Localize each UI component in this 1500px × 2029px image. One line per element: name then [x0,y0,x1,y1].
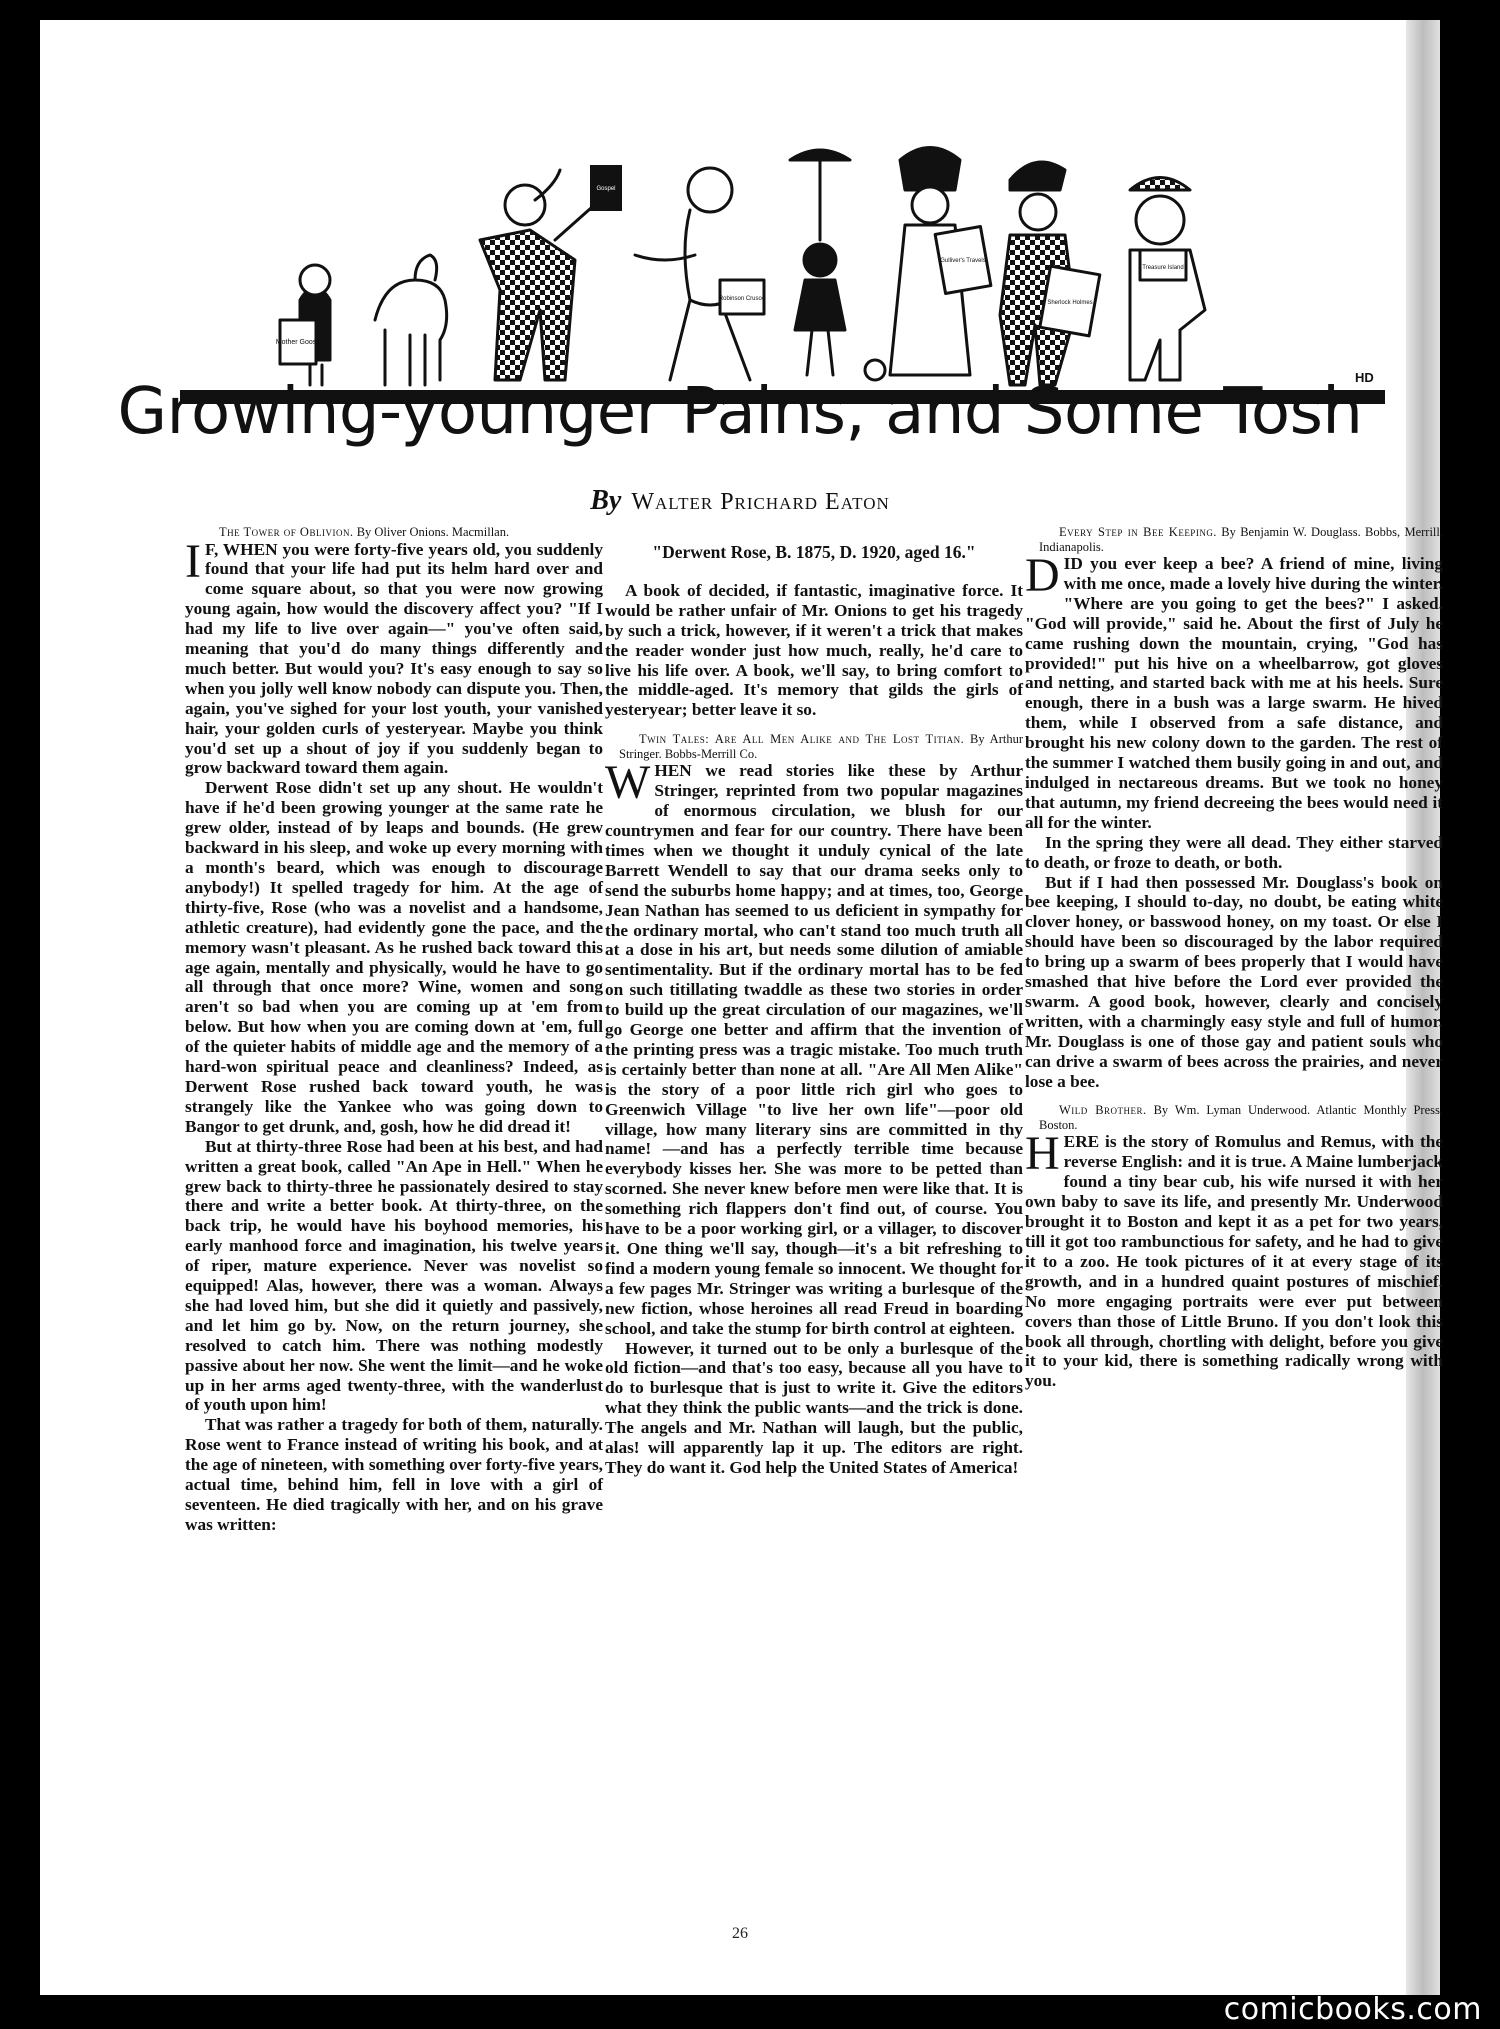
book-label-mother-goose: Mother Goose [275,339,321,346]
lead-words: ERE [1063,1132,1100,1152]
epitaph-quote: "Derwent Rose, B. 1875, D. 1920, aged 16." [652,542,976,562]
review-paragraph: A book of decided, if fantastic, imaginative force. It would be rather unfair of Mr. Onions to get his tragedy by such a trick, however, if it weren't a trick that makes the reader wonder just how much, really, he'd care to live his life over. A book, we'll say, to bring comfort to the middle-aged. It's memory that gilds the girls of yesteryear; better leave it so. [605,580,1023,720]
lead-words: ID [1063,554,1083,573]
figure-gulliver [890,148,991,376]
lead-words: F, WHEN [204,539,278,559]
column-3 [1025,525,1443,1391]
book-title: Every Step in Bee Keeping. [1059,525,1217,539]
paragraph-text: you ever keep a bee? A friend of mine, living with me once, made a lovely hive during the winter. "Where are you going to get the bees?" I asked. "God will provide," said he. About the first of July he came rushing down the mountain, crying, "God has provided!" put his hive on a wheelbarrow, got gloves and netting, and started back with me at his heels. Sure enough, there in a bush was a large swarm. He hived them, while I observed from a safe distance, and brought his new colony down to the garden. The rest of the summer I watched them busily going in and out, and indulged in nectareous dreams. But we took no honey that autumn, my friend decreeing the bees would need it all for the winter. [1025,554,1443,832]
review-paragraph: Derwent Rose didn't set up any shout. He wouldn't have if he'd been growing younger at the same rate he grew older, instead of by leaps and bounds. (He grew backward in his sleep, and woke up every morning with a month's beard, which was enough to discourage anybody!) It spelled tragedy for him. At the age of thirty-five, Rose (who was a novelist and a handsome, athletic creature), had evidently gone the pace, and the memory wasn't pleasant. As he rushed back toward this age again, mentally and physically, would he have to go all through that once more? Wine, women and song aren't so bad when you are coming up at 'em from below. But how when you are coming down at 'em, full of the quieter habits of middle age and the memory of a hard-won spiritual peace and cleanliness? Indeed, as Derwent Rose rushed back toward youth, he was strangely like the Yankee who was going down to Bangor to get drunk, and, gosh, how he did dread it! [185,778,603,1136]
column-1 [185,525,603,1535]
figure-castaway [635,168,766,380]
figure-old-man [480,170,600,380]
column-2 [605,525,1023,1478]
book-author-publisher: By Arthur Stringer. Bobbs-Merrill Co. [619,732,1023,761]
figure-pirate [1130,178,1205,381]
author-name: Walter Prichard Eaton [631,489,890,515]
byline-prefix: By [590,485,622,516]
figure-child-reading [276,265,330,385]
book-label-gullivers-travels: Gulliver's Travels [940,258,986,264]
article-title: Growing-younger Pains, and Some Tosh [117,375,1363,449]
review-heading-tower-of-oblivion [185,525,603,540]
watermark: comicbooks.com [1223,1992,1482,2027]
review-paragraph [605,756,1023,1338]
paragraph-text: is the story of Romulus and Remus, with the reverse English: and it is true. A Maine lumberjack found a tiny bear cub, his wife nursed it with her own baby to save its life, and presently Mr. Underwood brought it to Boston and kept it as a pet for two years, till it got too rambunctious for safety, and he had to give it to a zoo. He took pictures of it at every stage of its growth, and in a hundred quaint postures of mischief. No more engaging portraits were ever put between covers than those of Little Bruno. If you don't look this book all through, chortling with delight, before you give it to your kid, there is something radically wrong with you. [1025,1132,1443,1391]
review-paragraph: In the spring they were all dead. They either starved to death, or froze to death, or both. [1025,832,1443,872]
byline [40,485,1440,517]
review-paragraph [185,534,604,779]
drop-cap: H [1025,1127,1060,1181]
book-label-sherlock-holmes: Sherlock Holmes [1047,300,1093,306]
review-paragraph [1025,1127,1443,1391]
review-heading-bee-keeping [1025,525,1443,554]
book-label-gospel: Gospel [596,186,616,192]
paragraph-text: we read stories like these by Arthur Stringer, reprinted from two popular magazines of enormous circulation, we blush for our countrymen and fear for our country. There have been times when we thought it unduly cynical of the late Barrett Wendell to say that our drama seeks only to send the suburbs home happy; and at times, too, George Jean Nathan has seemed to us deficient in sympathy for the ordinary mortal, who can't stand too much truth all at a dose in his art, but needs some dilution of amiable sentimentality. But if the ordinary mortal has to be fed on such titillating twaddle as these two stories in order to build up the great circulation of our magazines, we'll go George one better and affirm that the invention of the printing press was a tragic mistake. Too much truth is certainly better than none at all. "Are All Men Alike" is the story of a poor little rich girl who goes to Greenwich Village "to live her own life"—poor old village, how many literary sins are committed in thy name! —and has a perfectly terrible time because everybody kisses her. She was more to be petted than scorned. She never knew before men were like that. It is something rich flappers don't find out, of course. You have to be a poor working girl, or a villager, to discover it. One thing we'll say, though—it's a bit refreshing to find a modern young female so innocent. We thought for a few pages Mr. Stringer was writing a burlesque of the new fiction, whose heroines all read Freud in boarding school, and take the stump for birth control at eighteen. [605,761,1023,1338]
lead-words: HEN [654,761,692,781]
drop-cap: I [185,534,201,588]
drop-cap: W [605,756,651,810]
book-title: Twin Tales: Are All Men Alike and The Lost Titian. [639,732,965,747]
artist-signature: HD [1355,370,1374,385]
review-paragraph [1025,549,1443,833]
review-paragraph: However, it turned out to be only a burlesque of the old fiction—and that's too easy, because all you have to do to burlesque that is just to write it. Give the editors what they think the public wants—and the trick is done. The angels and Mr. Nathan will laugh, but the public, alas! will apparently lap it up. The editors are right. They do want it. God help the United States of America! [605,1338,1023,1477]
book-title: Wild Brother. [1059,1103,1147,1118]
book-title: The Tower of Oblivion. [219,525,354,539]
figure-detective [1000,162,1100,385]
figure-dog [375,255,447,385]
book-author-publisher: By Benjamin W. Douglass. Bobbs, Merrill, Indianapolis. [1039,525,1443,554]
review-paragraph: That was rather a tragedy for both of them, naturally. Rose went to France instead of writing his book, and at the age of nineteen, with something over forty-five years, actual time, behind him, fell in love with a girl of seventeen. He died tragically with her, and on his grave was written: [185,1415,603,1534]
page-number: 26 [732,1925,748,1942]
book-author-publisher: By Wm. Lyman Underwood. Atlantic Monthly Press, Boston. [1039,1103,1443,1132]
magazine-page [40,20,1443,1995]
book-label-robinson-crusoe: Robinson Crusoe [718,296,766,302]
book-author-publisher: By Oliver Onions. Macmillan. [356,525,510,539]
review-paragraph: But if I had then possessed Mr. Douglass's book on bee keeping, I should to-day, no doubt, be eating white clover honey, or basswood honey, on my toast. Or else I should have been so discouraged by the labor required to bring up a swarm of bees properly that I would have smashed that hive before the Lord ever provided the swarm. A good book, however, clearly and concisely written, with a charmingly easy style and full of humor. Mr. Douglass is one of those gay and patient souls who can drive a swarm of bees across the prairies, and never lose a bee. [1025,872,1443,1091]
book-label-treasure-island: Treasure Island [1142,265,1184,271]
review-heading-wild-brother [1025,1103,1443,1132]
drop-cap: D [1025,549,1060,602]
paragraph-text: you were forty-five years old, you suddenly found that your life had put its helm hard over and come square about, so that you were now growing young again, how would the discovery affect you? "If I had my life to live over again—" you've often said, meaning that you'd do many things differently and much better. But would you? It's easy enough to say so when you jolly well know nobody can dispute you. Then, again, you've sighed for your lost youth, your vanished hair, your golden curls of yesteryear. Maybe you think you'd set up a shout of joy if you suddenly began to grow backward toward them again. [185,539,604,778]
review-paragraph: But at thirty-three Rose had been at his best, and had written a great book, called "An Ape in Hell." When he grew back to thirty-three he passionately desired to stay there and write a better book. At thirty-three, on the back trip, he would have his boyhood memories, his early manhood force and imagination, his twelve years of riper, mature experience. Never was novelist so equipped! Alas, however, there was a woman. Always she had loved him, but she did it quietly and passively, and let him go by. Now, on the return journey, she resolved to catch him. There was nothing modestly passive about her now. She went the limit—and he woke up in her arms aged twenty-three, with the wanderlust of youth upon him! [185,1136,603,1415]
review-heading-twin-tales [605,732,1023,761]
figure-girl-parasol [790,150,850,375]
